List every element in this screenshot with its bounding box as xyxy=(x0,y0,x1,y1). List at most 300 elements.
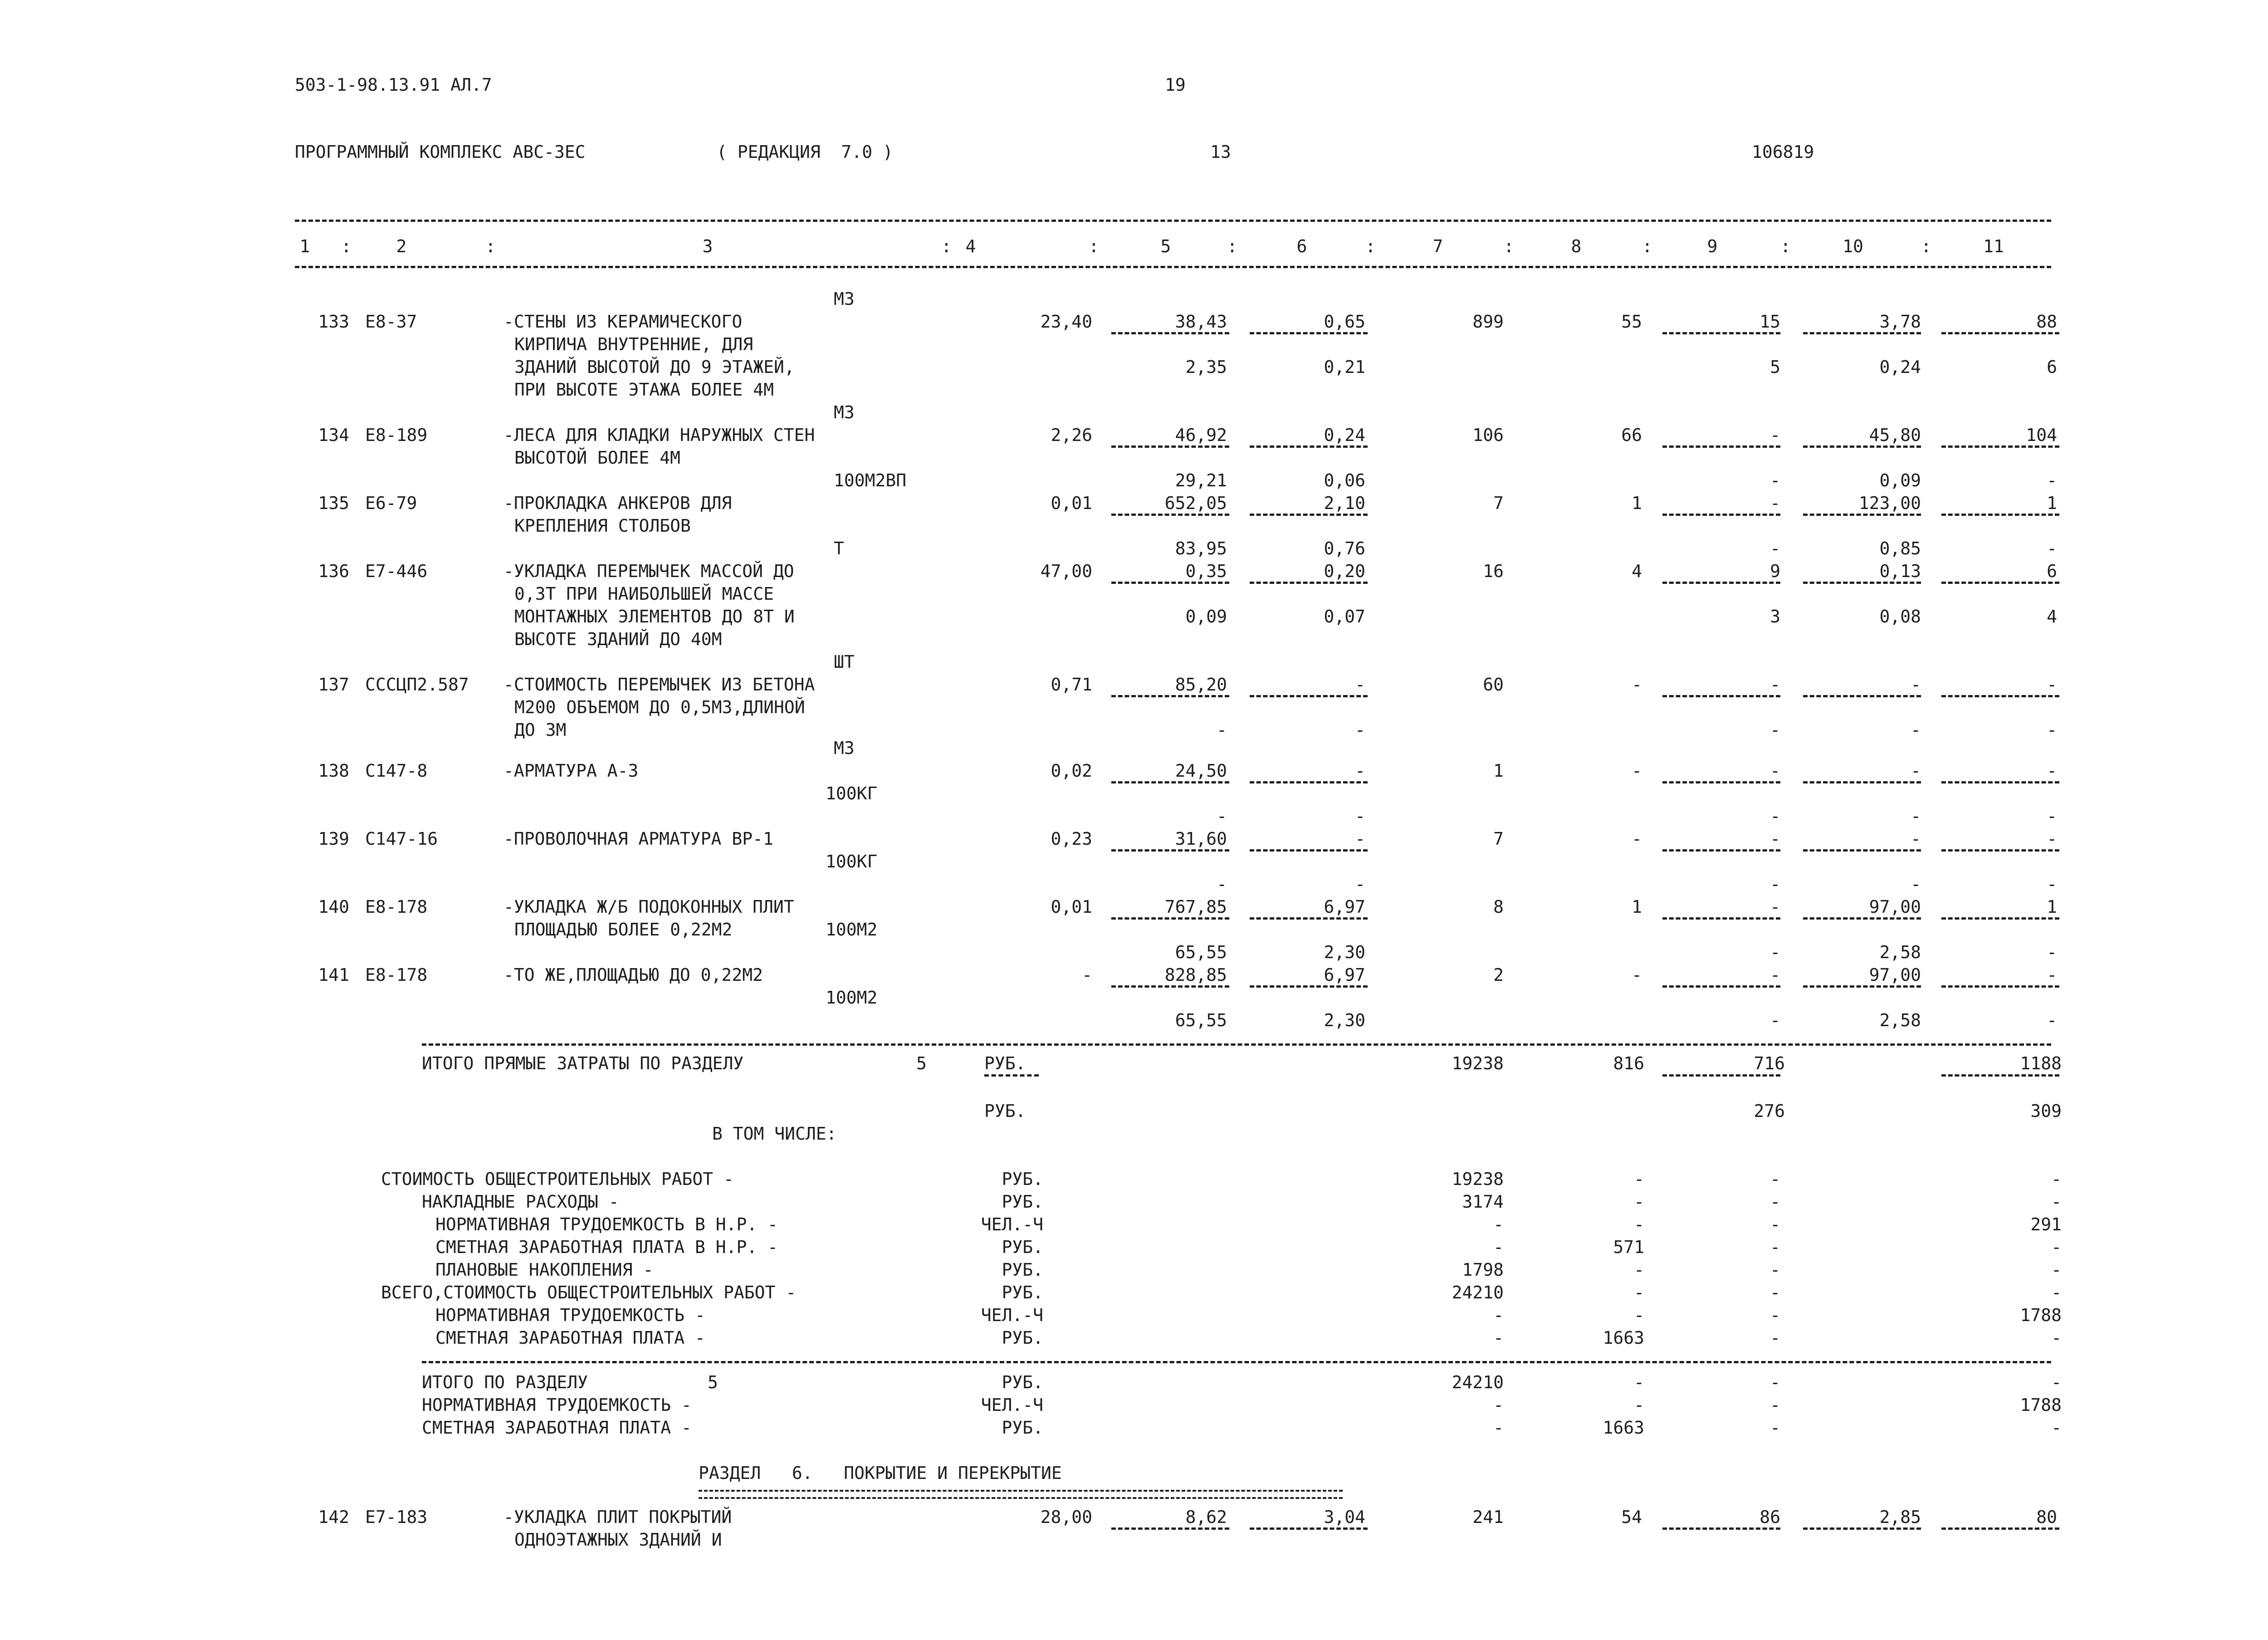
subtotal-dash xyxy=(1803,582,1921,584)
subtotal-dash xyxy=(1662,582,1780,584)
subtotal-dash xyxy=(1941,1527,2059,1530)
value-col6: 0,65 xyxy=(1324,312,1365,332)
value-col6-lower: - xyxy=(1355,806,1365,826)
breakdown-col8: 571 xyxy=(1613,1237,1644,1257)
value-col9: - xyxy=(1770,675,1780,695)
subtotal-dash xyxy=(1662,849,1780,852)
breakdown-unit: РУБ. xyxy=(1002,1328,1043,1348)
row-number: 135 xyxy=(318,493,349,513)
value-col9: - xyxy=(1770,829,1780,849)
column-header-2: 2 xyxy=(396,236,407,256)
value-col8: 54 xyxy=(1621,1507,1642,1527)
value-col11: - xyxy=(2047,761,2057,781)
value-col10-upper: 0,85 xyxy=(1879,539,1921,558)
row-number: 133 xyxy=(318,312,349,332)
value-col11-lower: 6 xyxy=(2047,357,2057,377)
value-col9-lower: - xyxy=(1770,1010,1780,1030)
breakdown-col8: 1663 xyxy=(1603,1328,1644,1348)
value-col10-lower: 2,58 xyxy=(1879,1010,1921,1030)
value-col6-upper: 0,76 xyxy=(1324,539,1365,558)
value-col5-lower: - xyxy=(1217,874,1227,894)
value-col8: 1 xyxy=(1632,493,1642,513)
section-total-col11: - xyxy=(2051,1372,2062,1392)
value-col10-lower: - xyxy=(1911,720,1921,740)
value-col11-lower: - xyxy=(2047,806,2057,826)
column-header-6: 6 xyxy=(1296,236,1307,256)
value-col11: 1 xyxy=(2047,493,2057,513)
subtotal-dash xyxy=(1941,445,2059,448)
column-separator: : xyxy=(1921,236,1931,256)
value-col6: 0,24 xyxy=(1324,425,1365,445)
value-col9: 15 xyxy=(1760,312,1780,332)
value-col6: 0,20 xyxy=(1324,561,1365,581)
subtotal-dash xyxy=(1250,985,1368,988)
value-col8: - xyxy=(1632,829,1642,849)
row-number: 142 xyxy=(318,1507,349,1527)
value-col5: 46,92 xyxy=(1175,425,1227,445)
breakdown-col11: 291 xyxy=(2030,1214,2062,1234)
row-unit: М3 xyxy=(834,289,855,309)
breakdown-col7: - xyxy=(1493,1305,1504,1325)
value-col4: 2,26 xyxy=(1051,425,1092,445)
column-separator: : xyxy=(1227,236,1237,256)
value-col5: 24,50 xyxy=(1175,761,1227,781)
value-col7: 899 xyxy=(1472,312,1504,332)
section-total-unit: РУБ. xyxy=(1002,1372,1043,1392)
subtotal-dash xyxy=(1250,445,1368,448)
column-header-11: 11 xyxy=(1983,236,2004,256)
value-col11-lower: 4 xyxy=(2047,607,2057,627)
value-col11: 88 xyxy=(2036,312,2057,332)
column-header-10: 10 xyxy=(1843,236,1863,256)
value-col10: - xyxy=(1911,675,1921,695)
section-total-col8: 1663 xyxy=(1603,1418,1644,1438)
breakdown-label: СТОИМОСТЬ ОБЩЕСТРОИТЕЛЬНЫХ РАБОТ - xyxy=(381,1169,734,1189)
row-unit: 100М2ВП xyxy=(834,470,907,490)
breakdown-label: НОРМАТИВНАЯ ТРУДОЕМКОСТЬ - xyxy=(435,1305,705,1325)
breakdown-col8: - xyxy=(1634,1260,1644,1280)
subtotal-dash xyxy=(1941,514,2059,516)
row-description: -ПРОКЛАДКА АНКЕРОВ ДЛЯ xyxy=(503,493,732,513)
subtotal-dash xyxy=(1111,849,1229,852)
row-unit: М3 xyxy=(834,402,855,422)
subtotal-dash xyxy=(1111,1527,1229,1530)
column-separator: : xyxy=(1089,236,1099,256)
totals-unit: РУБ. xyxy=(984,1053,1026,1073)
section-total-unit: РУБ. xyxy=(1002,1418,1043,1438)
subtotal-dash xyxy=(1803,917,1921,920)
value-col8: 4 xyxy=(1632,561,1642,581)
value-col11-lower: - xyxy=(2047,874,2057,894)
value-col4: 47,00 xyxy=(1040,561,1092,581)
header-rule-bottom xyxy=(295,266,2051,268)
breakdown-col8: - xyxy=(1634,1169,1644,1189)
subtotal-dash xyxy=(1250,849,1368,852)
section-total-col7: 24210 xyxy=(1452,1372,1504,1392)
value-col11-lower: - xyxy=(2047,1010,2057,1030)
subtotal-dash xyxy=(1111,695,1229,697)
subtotal-dash xyxy=(1803,1527,1921,1530)
value-col11: 1 xyxy=(2047,897,2057,917)
value-col9-lower: - xyxy=(1770,942,1780,962)
value-col6: 6,97 xyxy=(1324,965,1365,985)
doc-code: 503-1-98.13.91 АЛ.7 xyxy=(295,75,492,95)
value-col10-lower: - xyxy=(1911,874,1921,894)
value-col11-upper: - xyxy=(2047,539,2057,558)
subtotal-dash xyxy=(1803,781,1921,783)
subtotal-dash xyxy=(1111,781,1229,783)
row-description: ЗДАНИЙ ВЫСОТОЙ ДО 9 ЭТАЖЕЙ, xyxy=(514,357,795,377)
column-separator: : xyxy=(341,236,352,256)
value-col4: 23,40 xyxy=(1040,312,1092,332)
column-header-3: 3 xyxy=(702,236,713,256)
value-col9-lower: - xyxy=(1770,874,1780,894)
subtotal-dash xyxy=(1941,985,2059,988)
subtotal-dash xyxy=(1662,514,1780,516)
subtotal-dash xyxy=(1803,695,1921,697)
value-col5-lower: 0,09 xyxy=(1185,607,1227,627)
value-col6: 6,97 xyxy=(1324,897,1365,917)
row-number: 136 xyxy=(318,561,349,581)
row-number: 134 xyxy=(318,425,349,445)
subtotal-dash xyxy=(1111,582,1229,584)
value-col4: 28,00 xyxy=(1040,1507,1092,1527)
value-col9: 9 xyxy=(1770,561,1780,581)
value-col6-lower: - xyxy=(1355,720,1365,740)
breakdown-col9: - xyxy=(1770,1237,1780,1257)
section-total-col9: - xyxy=(1770,1372,1780,1392)
breakdown-col7: 19238 xyxy=(1452,1169,1504,1189)
row-code: С147-16 xyxy=(365,829,438,849)
breakdown-col7: - xyxy=(1493,1214,1504,1234)
row-number: 141 xyxy=(318,965,349,985)
row-code: Е8-178 xyxy=(365,965,428,985)
section-total-col7: - xyxy=(1493,1418,1504,1438)
totals-col9-lower: 276 xyxy=(1754,1101,1785,1121)
row-code: Е8-178 xyxy=(365,897,428,917)
subtotal-dash xyxy=(1662,985,1780,988)
subtotal-dash xyxy=(1941,695,2059,697)
row-description: -УКЛАДКА Ж/Б ПОДОКОННЫХ ПЛИТ xyxy=(503,897,794,917)
value-col9-lower: - xyxy=(1770,720,1780,740)
row-description: -ПРОВОЛОЧНАЯ АРМАТУРА ВР-1 xyxy=(503,829,773,849)
row-description: -СТЕНЫ ИЗ КЕРАМИЧЕСКОГО xyxy=(503,312,743,332)
value-col5-lower: 2,35 xyxy=(1185,357,1227,377)
value-col6: 2,10 xyxy=(1324,493,1365,513)
value-col10: 97,00 xyxy=(1869,965,1921,985)
including-label: В ТОМ ЧИСЛЕ: xyxy=(712,1124,837,1144)
value-col8: 1 xyxy=(1632,897,1642,917)
value-col11: - xyxy=(2047,675,2057,695)
value-col6: - xyxy=(1355,675,1365,695)
section-title-underline xyxy=(699,1490,1343,1499)
value-col11: - xyxy=(2047,829,2057,849)
breakdown-unit: РУБ. xyxy=(1002,1283,1043,1302)
section-total-col7: - xyxy=(1493,1395,1504,1415)
row-unit: 100КГ xyxy=(826,852,878,871)
breakdown-col7: 24210 xyxy=(1452,1283,1504,1302)
value-col10: 97,00 xyxy=(1869,897,1921,917)
value-col5-upper: 83,95 xyxy=(1175,539,1227,558)
value-col10: 0,13 xyxy=(1879,561,1921,581)
subtotal-dash xyxy=(1662,332,1780,334)
breakdown-col11: - xyxy=(2051,1192,2062,1212)
value-col5-lower: - xyxy=(1217,806,1227,826)
row-unit: 100КГ xyxy=(826,783,878,803)
row-number: 140 xyxy=(318,897,349,917)
value-col4: 0,23 xyxy=(1051,829,1092,849)
value-col8: - xyxy=(1632,761,1642,781)
value-col6: - xyxy=(1355,761,1365,781)
breakdown-col9: - xyxy=(1770,1328,1780,1348)
row-code: Е8-37 xyxy=(365,312,417,332)
value-col7: 1 xyxy=(1493,761,1504,781)
breakdown-col9: - xyxy=(1770,1214,1780,1234)
subtotal-dash xyxy=(1250,582,1368,584)
subtotal-dash xyxy=(1250,917,1368,920)
breakdown-unit: РУБ. xyxy=(1002,1237,1043,1257)
value-col9-lower: - xyxy=(1770,806,1780,826)
totals-col7: 19238 xyxy=(1452,1053,1504,1073)
value-col9-lower: 5 xyxy=(1770,357,1780,377)
subtotal-dash xyxy=(1250,781,1368,783)
value-col7: 241 xyxy=(1472,1507,1504,1527)
totals-col9: 716 xyxy=(1754,1053,1785,1073)
value-col10-lower: 0,24 xyxy=(1879,357,1921,377)
value-col9: - xyxy=(1770,761,1780,781)
value-col11-upper: - xyxy=(2047,470,2057,490)
row-description: -СТОИМОСТЬ ПЕРЕМЫЧЕК ИЗ БЕТОНА xyxy=(503,675,815,695)
breakdown-col8: - xyxy=(1634,1192,1644,1212)
value-col5: 652,05 xyxy=(1164,493,1227,513)
breakdown-unit: ЧЕЛ.-Ч xyxy=(981,1305,1043,1325)
row-description: 0,3Т ПРИ НАИБОЛЬШЕЙ МАССЕ xyxy=(514,584,774,604)
breakdown-col11: - xyxy=(2051,1169,2062,1189)
subtotal-dash xyxy=(1662,445,1780,448)
subtotal-dash xyxy=(1111,917,1229,920)
value-col9-lower: 3 xyxy=(1770,607,1780,627)
value-col5: 38,43 xyxy=(1175,312,1227,332)
value-col11: - xyxy=(2047,965,2057,985)
row-number: 138 xyxy=(318,761,349,781)
section-total-col11: - xyxy=(2051,1418,2062,1438)
column-separator: : xyxy=(1504,236,1514,256)
totals-unit-2: РУБ. xyxy=(984,1101,1026,1121)
value-col8: - xyxy=(1632,675,1642,695)
unit-dash xyxy=(984,1074,1039,1077)
column-separator: : xyxy=(1780,236,1791,256)
breakdown-col9: - xyxy=(1770,1283,1780,1302)
value-col5: 85,20 xyxy=(1175,675,1227,695)
value-col5: 8,62 xyxy=(1185,1507,1227,1527)
subtotal-dash xyxy=(1803,849,1921,852)
row-description: МОНТАЖНЫХ ЭЛЕМЕНТОВ ДО 8Т И xyxy=(514,607,795,627)
section-total-number: 5 xyxy=(708,1372,718,1392)
value-col10: 45,80 xyxy=(1869,425,1921,445)
value-col11-lower: - xyxy=(2047,720,2057,740)
section-total-unit: ЧЕЛ.-Ч xyxy=(981,1395,1043,1415)
totals-col11: 1188 xyxy=(2020,1053,2062,1073)
value-col5: 767,85 xyxy=(1164,897,1227,917)
breakdown-label: НАКЛАДНЫЕ РАСХОДЫ - xyxy=(422,1192,619,1212)
totals-rule xyxy=(422,1043,2051,1046)
breakdown-col8: - xyxy=(1634,1214,1644,1234)
row-description: ВЫСОТОЙ БОЛЕЕ 4М xyxy=(514,448,681,468)
value-col6-lower: 2,30 xyxy=(1324,942,1365,962)
breakdown-col9: - xyxy=(1770,1260,1780,1280)
section-total-col11: 1788 xyxy=(2020,1395,2062,1415)
breakdown-label: ПЛАНОВЫЕ НАКОПЛЕНИЯ - xyxy=(435,1260,654,1280)
value-col5-lower: 65,55 xyxy=(1175,1010,1227,1030)
value-col4: 0,71 xyxy=(1051,675,1092,695)
row-code: СССЦП2.587 xyxy=(365,675,469,695)
section-total-rule xyxy=(422,1361,2051,1363)
row-description: -ЛЕСА ДЛЯ КЛАДКИ НАРУЖНЫХ СТЕН xyxy=(503,425,815,445)
breakdown-col11: - xyxy=(2051,1283,2062,1302)
value-col6: - xyxy=(1355,829,1365,849)
section-total-col9: - xyxy=(1770,1395,1780,1415)
row-description: ОДНОЭТАЖНЫХ ЗДАНИЙ И xyxy=(514,1530,722,1550)
row-description: ВЫСОТЕ ЗДАНИЙ ДО 40М xyxy=(514,629,722,649)
row-unit: Т xyxy=(834,539,844,558)
totals-label: ИТОГО ПРЯМЫЕ ЗАТРАТЫ ПО РАЗДЕЛУ xyxy=(422,1053,744,1073)
value-col7: 8 xyxy=(1493,897,1504,917)
value-col9: - xyxy=(1770,965,1780,985)
value-col6-lower: 2,30 xyxy=(1324,1010,1365,1030)
subtotal-dash xyxy=(1111,332,1229,334)
row-description: -УКЛАДКА ПЕРЕМЫЧЕК МАССОЙ ДО xyxy=(503,561,794,581)
row-description: -ТО ЖЕ,ПЛОЩАДЬЮ ДО 0,22М2 xyxy=(503,965,763,985)
value-col4: 0,01 xyxy=(1051,897,1092,917)
value-col10: - xyxy=(1911,761,1921,781)
breakdown-col8: - xyxy=(1634,1305,1644,1325)
program-edition: ( РЕДАКЦИЯ 7.0 ) xyxy=(717,142,893,162)
column-separator: : xyxy=(1365,236,1376,256)
value-col4: 0,02 xyxy=(1051,761,1092,781)
subtotal-dash xyxy=(1250,332,1368,334)
breakdown-unit: РУБ. xyxy=(1002,1169,1043,1189)
value-col6-lower: - xyxy=(1355,874,1365,894)
breakdown-unit: РУБ. xyxy=(1002,1260,1043,1280)
value-col4: - xyxy=(1082,965,1092,985)
breakdown-label: СМЕТНАЯ ЗАРАБОТНАЯ ПЛАТА В Н.Р. - xyxy=(435,1237,778,1257)
subtotal-dash xyxy=(1662,781,1780,783)
value-col8: 55 xyxy=(1621,312,1642,332)
row-code: Е8-189 xyxy=(365,425,428,445)
value-col6: 3,04 xyxy=(1324,1507,1365,1527)
row-description: -УКЛАДКА ПЛИТ ПОКРЫТИЙ xyxy=(503,1507,732,1527)
value-col9: - xyxy=(1770,897,1780,917)
row-unit: 100М2 xyxy=(826,988,878,1008)
subtotal-dash xyxy=(1662,695,1780,697)
value-col10-upper: 0,09 xyxy=(1879,470,1921,490)
column-header-9: 9 xyxy=(1707,236,1718,256)
row-description: КИРПИЧА ВНУТРЕННИЕ, ДЛЯ xyxy=(514,334,753,354)
subtotal-dash xyxy=(1250,1527,1368,1530)
totals-col8: 816 xyxy=(1613,1053,1644,1073)
totals-col11-lower: 309 xyxy=(2030,1101,2062,1121)
row-description: КРЕПЛЕНИЯ СТОЛБОВ xyxy=(514,516,691,536)
subtotal-dash xyxy=(1941,1074,2059,1077)
value-col11: 80 xyxy=(2036,1507,2057,1527)
column-header-8: 8 xyxy=(1571,236,1582,256)
row-description: -АРМАТУРА А-3 xyxy=(503,761,639,781)
subtotal-dash xyxy=(1941,849,2059,852)
column-header-1: 1 xyxy=(299,236,310,256)
subtotal-dash xyxy=(1662,917,1780,920)
breakdown-col7: 3174 xyxy=(1462,1192,1504,1212)
section-total-col8: - xyxy=(1634,1395,1644,1415)
value-col10-lower: 2,58 xyxy=(1879,942,1921,962)
subtotal-dash xyxy=(1941,582,2059,584)
value-col9: - xyxy=(1770,493,1780,513)
value-col5-lower: 65,55 xyxy=(1175,942,1227,962)
subtotal-dash xyxy=(1803,985,1921,988)
breakdown-col9: - xyxy=(1770,1305,1780,1325)
column-header-5: 5 xyxy=(1160,236,1171,256)
value-col11: 6 xyxy=(2047,561,2057,581)
value-col11: 104 xyxy=(2026,425,2057,445)
value-col10-lower: - xyxy=(1911,806,1921,826)
breakdown-unit: ЧЕЛ.-Ч xyxy=(981,1214,1043,1234)
value-col8: - xyxy=(1632,965,1642,985)
breakdown-col11: 1788 xyxy=(2020,1305,2062,1325)
row-description: М200 ОБЪЕМОМ ДО 0,5М3,ДЛИНОЙ xyxy=(514,697,805,717)
value-col11-lower: - xyxy=(2047,942,2057,962)
subtotal-dash xyxy=(1803,445,1921,448)
row-code: Е7-446 xyxy=(365,561,428,581)
subtotal-dash xyxy=(1803,514,1921,516)
value-col7: 7 xyxy=(1493,493,1504,513)
row-unit: М3 xyxy=(834,738,855,758)
value-col9: - xyxy=(1770,425,1780,445)
row-description: ПЛОЩАДЬЮ БОЛЕЕ 0,22М2 xyxy=(514,920,733,940)
section-total-col8: - xyxy=(1634,1372,1644,1392)
value-col9: 86 xyxy=(1760,1507,1780,1527)
value-col7: 7 xyxy=(1493,829,1504,849)
breakdown-col7: - xyxy=(1493,1328,1504,1348)
subtotal-dash xyxy=(1941,781,2059,783)
value-col5-upper: 29,21 xyxy=(1175,470,1227,490)
value-col7: 16 xyxy=(1483,561,1504,581)
value-col5: 828,85 xyxy=(1164,965,1227,985)
breakdown-col7: 1798 xyxy=(1462,1260,1504,1280)
program-name: ПРОГРАММНЫЙ КОМПЛЕКС АВС-3ЕС xyxy=(295,142,586,162)
header-rule-top xyxy=(295,220,2051,222)
value-col10: 123,00 xyxy=(1858,493,1921,513)
subtotal-dash xyxy=(1662,1074,1780,1077)
sheet-number: 13 xyxy=(1210,142,1231,162)
row-unit: ШТ xyxy=(834,652,855,672)
value-col4: 0,01 xyxy=(1051,493,1092,513)
column-separator: : xyxy=(1642,236,1652,256)
breakdown-col7: - xyxy=(1493,1237,1504,1257)
subtotal-dash xyxy=(1941,917,2059,920)
row-number: 139 xyxy=(318,829,349,849)
subtotal-dash xyxy=(1941,332,2059,334)
row-description: ПРИ ВЫСОТЕ ЭТАЖА БОЛЕЕ 4М xyxy=(514,380,774,400)
column-header-4: 4 xyxy=(965,236,976,256)
row-description: ДО 3М xyxy=(514,720,567,740)
row-code: Е7-183 xyxy=(365,1507,428,1527)
value-col5: 31,60 xyxy=(1175,829,1227,849)
breakdown-col8: - xyxy=(1634,1283,1644,1302)
section-total-label: ИТОГО ПО РАЗДЕЛУ xyxy=(422,1372,588,1392)
totals-section-number: 5 xyxy=(916,1053,927,1073)
value-col5: 0,35 xyxy=(1185,561,1227,581)
value-col7: 2 xyxy=(1493,965,1504,985)
value-col10: 3,78 xyxy=(1879,312,1921,332)
